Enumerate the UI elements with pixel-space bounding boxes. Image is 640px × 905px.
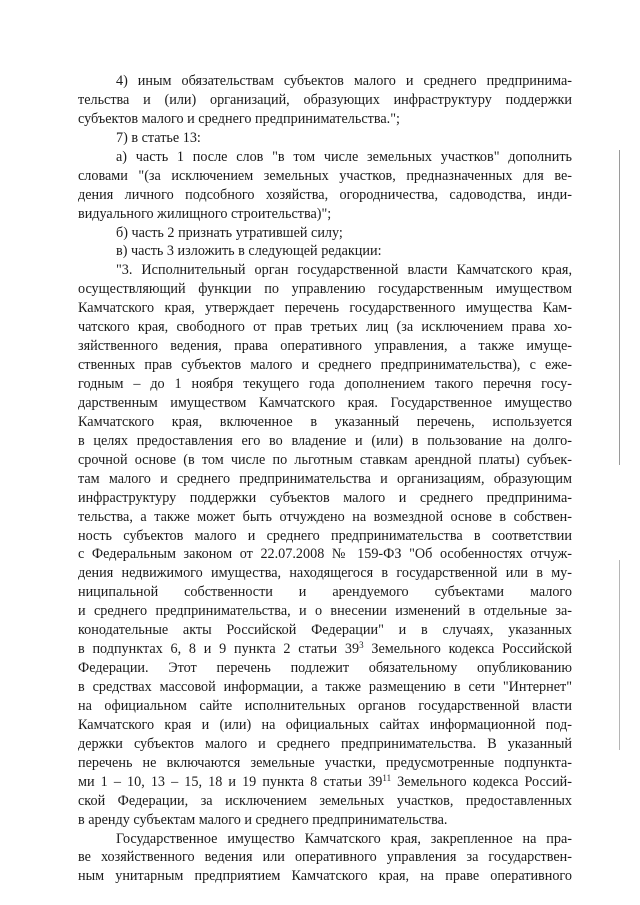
text-line bbox=[78, 564, 572, 583]
text-line-content: дарственным имуществом Камчатского края. Государственное имущество bbox=[78, 394, 572, 411]
text-line-tail: Земельного кодекса Российской bbox=[363, 641, 572, 658]
text-line-content: в) часть 3 изложить в следующей редакции: bbox=[116, 243, 382, 260]
text-line-content: в средствах массовой информации, а также размещению в сети "Интернет" bbox=[78, 679, 572, 695]
text-line bbox=[78, 318, 572, 337]
text-line bbox=[78, 224, 572, 243]
text-line-content: субъектов малого и среднего предпринимательства."; bbox=[78, 110, 400, 127]
text-line-content: осуществляющий функции по управлению государственным имуществом bbox=[78, 281, 572, 298]
text-line bbox=[78, 375, 572, 394]
text-line-content: держки субъектов малого и среднего предпринимательства. В указанный bbox=[78, 735, 572, 752]
text-line-content: зяйственного ведения, права оперативного управления, а также имуще- bbox=[78, 338, 572, 355]
text-line-content: ственных прав субъектов малого и среднего предпринимательства), с еже- bbox=[78, 357, 572, 374]
text-line-content: тельства, а также может быть отчуждено на возмездной основе в собствен- bbox=[78, 508, 572, 525]
text-line-content: с Федеральным законом от 22.07.2008 № 159-ФЗ "Об особенностях отчуж- bbox=[78, 546, 572, 563]
text-line bbox=[78, 716, 572, 735]
text-line-content: годным – до 1 ноября текущего года дополнением такого перечня госу- bbox=[78, 376, 572, 392]
text-line bbox=[78, 186, 572, 205]
text-line bbox=[78, 205, 572, 224]
text-line-content: ным унитарным предприятием Камчатского края, на праве оперативного bbox=[78, 868, 572, 885]
text-line-content: в целях предоставления его во владение и (или) в пользование на долго- bbox=[78, 432, 572, 449]
scan-edge-mark bbox=[619, 150, 620, 465]
text-line bbox=[78, 129, 572, 148]
text-line-content: 4) иным обязательствам субъектов малого и среднего предпринима- bbox=[116, 73, 572, 89]
text-line bbox=[78, 72, 572, 91]
text-line bbox=[78, 773, 572, 792]
text-line bbox=[78, 754, 572, 773]
text-line bbox=[78, 394, 572, 413]
text-line-content: в аренду субъектам малого и среднего предпринимательства. bbox=[78, 811, 448, 828]
text-line bbox=[78, 432, 572, 451]
text-line bbox=[78, 261, 572, 280]
text-line bbox=[78, 830, 572, 849]
text-line bbox=[78, 242, 572, 261]
document-body bbox=[78, 72, 572, 886]
text-line bbox=[78, 697, 572, 716]
text-line-content: конодательные акты Российской Федерации" и в случаях, указанных bbox=[78, 622, 572, 639]
text-line bbox=[78, 148, 572, 167]
text-line-content: "3. Исполнительный орган государственной власти Камчатского края, bbox=[116, 262, 572, 279]
text-line bbox=[78, 621, 572, 640]
text-line-content: ской Федерации, за исключением земельных участков, предоставленных bbox=[78, 792, 572, 809]
text-line bbox=[78, 602, 572, 621]
text-line bbox=[78, 167, 572, 186]
text-line-content: Камчатского края, утверждает перечень государственного имущества Кам- bbox=[78, 300, 572, 317]
text-line-tail: Земельного кодекса Россий- bbox=[391, 773, 572, 790]
text-line bbox=[78, 110, 572, 129]
text-line-content: видуального жилищного строительства)"; bbox=[78, 205, 332, 222]
text-line bbox=[78, 451, 572, 470]
text-line-content: ниципальной собственности и арендуемого субъектами малого bbox=[78, 584, 572, 601]
text-line bbox=[78, 280, 572, 299]
text-line-content: дения личного подсобного хозяйства, огородничества, садоводства, инди- bbox=[78, 186, 572, 203]
text-line-content: б) часть 2 признать утратившей силу; bbox=[116, 224, 343, 241]
text-line-content: там малого и среднего предпринимательства и организациям, образующим bbox=[78, 470, 572, 487]
text-line bbox=[78, 640, 572, 659]
text-line bbox=[78, 91, 572, 110]
text-line-content: Федерации. Этот перечень подлежит обязательному опубликованию bbox=[78, 660, 572, 677]
text-line bbox=[78, 867, 572, 886]
superscript: 3 bbox=[359, 640, 364, 651]
scan-edge-mark bbox=[619, 560, 620, 750]
text-line bbox=[78, 848, 572, 867]
text-line bbox=[78, 470, 572, 489]
superscript: 11 bbox=[382, 772, 392, 783]
text-line bbox=[78, 413, 572, 432]
text-line bbox=[78, 489, 572, 508]
text-line-content: тельства и (или) организаций, образующих инфраструктуру поддержки bbox=[78, 91, 572, 108]
text-line-content: на официальном сайте исполнительных органов государственной власти bbox=[78, 697, 572, 714]
text-line-content: словами "(за исключением земельных участков, предназначенных для ве- bbox=[78, 167, 572, 184]
text-line bbox=[78, 678, 572, 697]
text-line-content: 7) в статье 13: bbox=[116, 129, 201, 146]
text-line bbox=[78, 508, 572, 527]
text-line bbox=[78, 545, 572, 564]
text-line-content: Государственное имущество Камчатского края, закрепленное на пра- bbox=[116, 830, 572, 847]
text-line bbox=[78, 811, 572, 830]
text-line bbox=[78, 583, 572, 602]
text-line-content: в подпунктах 6, 8 и 9 пункта 2 статьи 39 bbox=[78, 641, 360, 658]
text-line-content: перечень не включаются земельные участки, предусмотренные подпункта- bbox=[78, 754, 572, 771]
text-line-content: инфраструктуру поддержки субъектов малого и среднего предпринима- bbox=[78, 489, 572, 506]
text-line-content: ве хозяйственного ведения или оперативного управления за государствен- bbox=[78, 849, 572, 866]
text-line bbox=[78, 299, 572, 318]
text-line-content: ми 1 – 10, 13 – 15, 18 и 19 пункта 8 статьи 39 bbox=[78, 773, 383, 790]
text-line-content: дения недвижимого имущества, находящегося в государственной или в му- bbox=[78, 565, 572, 582]
text-line-content: чатского края, свободного от прав третьих лиц (за исключением права хо- bbox=[78, 319, 572, 336]
text-line-content: ность субъектов малого и среднего предпринимательства в соответствии bbox=[78, 527, 572, 544]
text-line bbox=[78, 659, 572, 678]
text-line bbox=[78, 735, 572, 754]
text-line-content: срочной основе (в том числе по льготным ставкам арендной платы) субъек- bbox=[78, 451, 572, 468]
text-line-content: а) часть 1 после слов "в том числе земельных участков" дополнить bbox=[116, 148, 572, 165]
text-line-content: и среднего предпринимательства, и о внесении изменений в отдельные за- bbox=[78, 603, 572, 620]
text-line bbox=[78, 337, 572, 356]
text-line-content: Камчатского края, включенное в указанный перечень, используется bbox=[78, 413, 572, 430]
text-line bbox=[78, 356, 572, 375]
text-line bbox=[78, 792, 572, 811]
text-line bbox=[78, 527, 572, 546]
text-line-content: Камчатского края и (или) на официальных сайтах информационной под- bbox=[78, 716, 572, 733]
